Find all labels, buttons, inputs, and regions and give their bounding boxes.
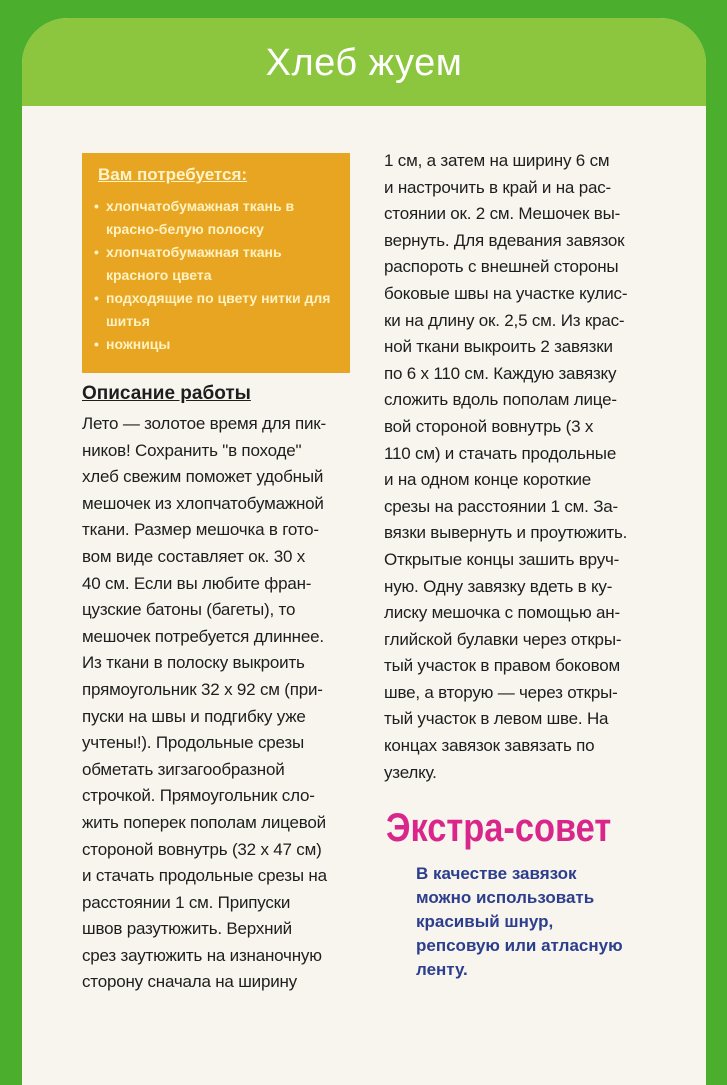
materials-list [94, 195, 340, 356]
materials-title: Вам потребуется: [98, 165, 248, 184]
materials-box [82, 153, 350, 373]
materials-item: • хлопчатобумажная ткань красного цвета [94, 241, 340, 287]
tip-title: Экстра-совет [386, 806, 612, 850]
materials-item: • подходящие по цвету нитки для шитья [94, 287, 340, 333]
description-right-column: 1 см, а затем на ширину 6 см и настрочить в край и на рас- стоянии ок. 2 см. Мешочек вы- вернуть. Для вдевания завязок распороть с внешней стороны боковые швы на участке кулис- ки на длину ок. 2,5 см. Из крас- ной ткани выкроить 2 завязки по 6 х 110 см. Каждую завязку сложить вдоль пополам лице- вой стороной вовнутрь (3 х 110 см) и стачать продольные и на одном конце короткие срезы на расстоянии 1 см. За- вязки вывернуть и проутюжить. Открытые концы зашить вруч- ную. Одну завязку вдеть в ку- лиску мешочка с помощью ан- глийской булавки через откры- тый участок в правом боковом шве, а вторую — через откры- тый участок в левом шве. На концах завязок завязать по узелку. [384, 151, 628, 782]
tip-text: В качестве завязок можно использовать красивый шнур, репсовую или атласную ленту. [416, 864, 623, 979]
materials-item: • хлопчатобумажная ткань в красно-белую полоску [94, 195, 340, 241]
page-title: Хлеб жуем [265, 42, 463, 84]
description-left-column: Лето — золотое время для пик- ников! Сохранить "в походе" хлеб свежим поможет удобный мешочек из хлопчатобумажной ткани. Размер мешочка в гото- вом виде составляет ок. 30 х 40 см. Если вы любите фран- цузские батоны (багеты), то мешочек потребуется длиннее. Из ткани в полоску выкроить прямоугольник 32 x 92 см (при- пуски на швы и подгибку уже учтены!). Продольные срезы обметать зигзагообразной строчкой. Прямоугольник сло- жить поперек пополам лицевой стороной вовнутрь (32 х 47 см) и стачать продольные срезы на расстоянии 1 см. Припуски швов разутюжить. Верхний срез заутюжить на изнаночную сторону сначала на ширину [82, 414, 327, 992]
section-heading: Описание работы [82, 383, 251, 404]
materials-item: • ножницы [94, 333, 340, 356]
